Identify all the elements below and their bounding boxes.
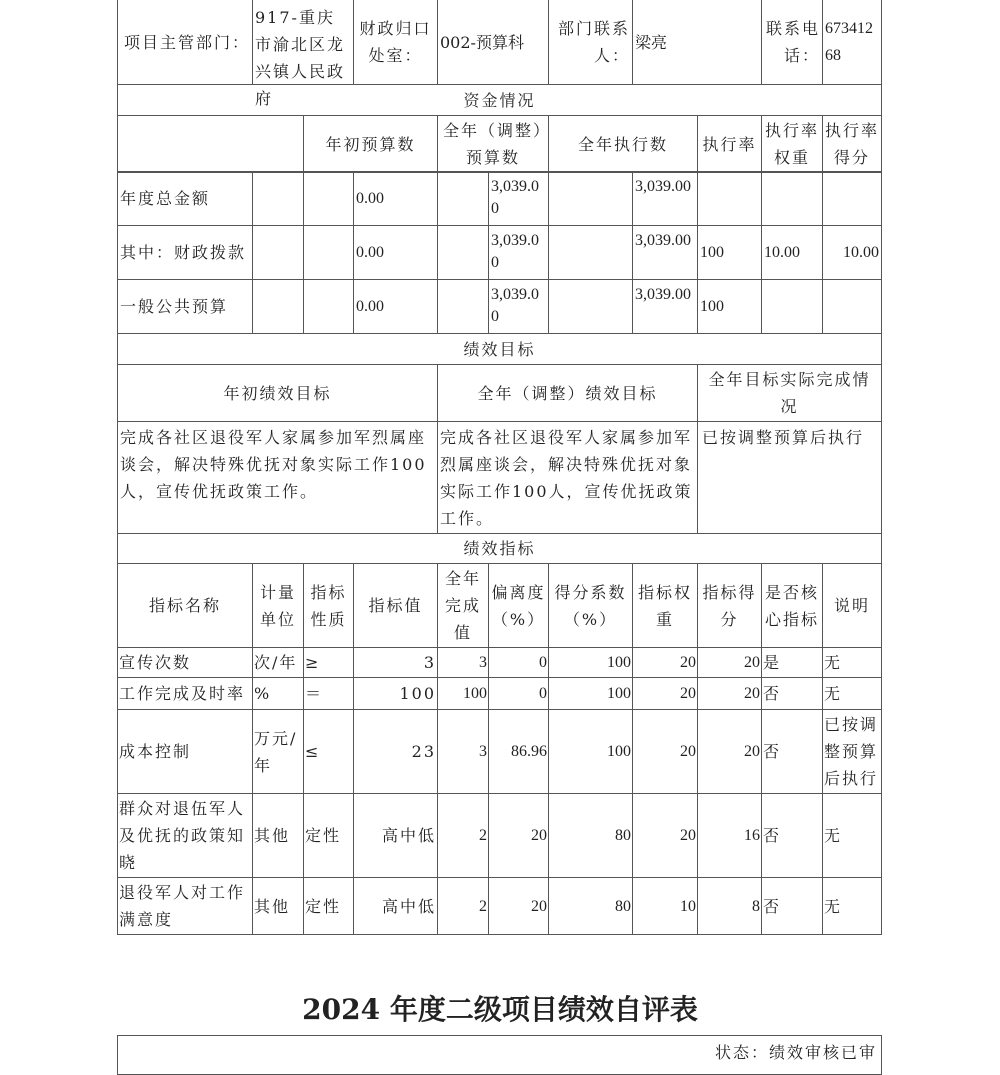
indicator-note (822, 709, 882, 794)
indicator-score (697, 877, 762, 935)
fund-adjusted-text: 3,039.00 (491, 232, 539, 271)
fund-adjusted (488, 279, 549, 334)
fund-initial (353, 171, 438, 226)
indicator-weight-text: 20 (680, 743, 696, 760)
ind-col-actual (437, 563, 489, 648)
indicator-nature-text: ≤ (305, 742, 321, 761)
fund-blank-b (303, 279, 354, 334)
fund-adjusted (488, 225, 549, 280)
fund-name-text: 年度总金额 (120, 189, 211, 208)
fund-initial-text: 0.00 (356, 298, 384, 315)
funds-col-executed-text: 全年执行数 (577, 134, 668, 154)
indicator-coef (548, 677, 633, 710)
indicator-deviation-text: 86.96 (511, 743, 547, 760)
funds-header-blank (117, 115, 304, 173)
indicator-coef (548, 647, 633, 678)
indicator-core (761, 877, 823, 935)
fund-blank-b (303, 171, 354, 226)
indicator-actual (437, 709, 489, 794)
indicator-actual (437, 877, 489, 935)
indicator-deviation-text: 0 (539, 685, 547, 702)
goals-actual-text (697, 421, 882, 534)
ind-col-nature-text: 指标性质 (310, 582, 347, 629)
indicator-unit-text: 其他 (254, 896, 291, 916)
indicator-target (353, 877, 438, 935)
indicator-deviation (488, 877, 549, 935)
fund-weight (761, 171, 823, 226)
ind-col-deviation-text: 偏离度（%） (491, 582, 546, 629)
fund-rate (697, 279, 762, 334)
goals-col-actual (697, 364, 882, 422)
fund-rate (697, 171, 762, 226)
status-box (117, 1035, 882, 1075)
next-page-title-text: 2024 年度二级项目绩效自评表 (302, 993, 698, 1026)
indicator-coef (548, 877, 633, 935)
ind-col-score (697, 563, 762, 648)
indicator-score (697, 793, 762, 878)
indicator-note (822, 677, 882, 710)
indicator-coef (548, 709, 633, 794)
indicator-name-text: 工作完成及时率 (119, 684, 246, 703)
goals-adjusted-text-value: 完成各社区退役军人家属参加军烈属座谈会，解决特殊优抚对象实际工作100人，宣传优抚政策工作。 (440, 428, 693, 528)
indicator-deviation (488, 677, 549, 710)
indicator-actual-text: 100 (463, 685, 487, 702)
indicator-note-text: 无 (824, 684, 843, 703)
fund-blank-a (252, 225, 304, 280)
fund-initial (353, 279, 438, 334)
ind-col-name-text: 指标名称 (148, 596, 221, 615)
indicator-actual-text: 2 (479, 827, 487, 844)
funds-col-initial-text: 年初预算数 (325, 134, 416, 154)
indicators-section-title (117, 533, 882, 564)
goals-section-title (117, 333, 882, 365)
phone-value (822, 0, 882, 85)
fund-score (822, 171, 882, 226)
ind-col-weight (632, 563, 698, 648)
indicator-name (117, 647, 253, 678)
indicator-nature-text: 定性 (305, 896, 342, 916)
indicator-note-text: 无 (824, 896, 843, 916)
fund-initial-text: 0.00 (356, 190, 384, 207)
ind-col-unit-text: 计量单位 (259, 582, 296, 629)
indicator-nature-text: 定性 (305, 826, 342, 845)
goals-section-title-text: 绩效目标 (463, 339, 536, 359)
dept-label-text: 项目主管部门： (123, 32, 250, 52)
indicator-unit (252, 877, 304, 935)
funds-section-title-text: 资金情况 (463, 90, 536, 110)
funds-col-score (822, 115, 882, 173)
ind-col-coef (548, 563, 633, 648)
indicator-name (117, 877, 253, 935)
finance-label (353, 0, 438, 85)
indicator-target-text: 100 (399, 684, 436, 703)
indicator-nature (303, 709, 354, 794)
indicator-weight (632, 647, 698, 678)
funds-col-score-text: 执行率得分 (825, 121, 880, 167)
ind-col-weight-text: 指标权重 (637, 582, 692, 629)
indicator-weight (632, 793, 698, 878)
finance-value (437, 0, 549, 85)
indicator-weight (632, 709, 698, 794)
fund-rate-text: 100 (700, 244, 724, 261)
status-text: 状态：绩效审核已审 (714, 1043, 877, 1062)
goals-col-initial-text: 年初绩效目标 (223, 383, 332, 403)
funds-col-executed (548, 115, 698, 173)
fund-blank-c (437, 279, 489, 334)
indicator-score (697, 709, 762, 794)
indicator-actual-text: 2 (479, 897, 487, 915)
indicator-deviation-text: 20 (531, 897, 547, 915)
fund-score-text: 10.00 (843, 244, 879, 261)
fund-executed (632, 171, 698, 226)
indicator-name-text: 宣传次数 (119, 653, 192, 672)
fund-adjusted-text: 3,039.00 (491, 286, 539, 325)
ind-col-coef-text: 得分系数（%） (554, 582, 627, 629)
indicator-target (353, 677, 438, 710)
fund-weight (761, 279, 823, 334)
indicator-target (353, 647, 438, 678)
fund-blank-d (548, 279, 633, 334)
indicator-deviation (488, 793, 549, 878)
ind-col-core-text: 是否核心指标 (764, 582, 819, 629)
indicator-target-text: 高中低 (381, 826, 436, 845)
indicator-unit-text: % (254, 684, 272, 703)
fund-name (117, 225, 253, 280)
indicator-note (822, 877, 882, 935)
indicator-score-text: 20 (744, 654, 760, 671)
funds-col-rate (697, 115, 762, 173)
funds-col-initial (303, 115, 438, 173)
indicator-weight (632, 877, 698, 935)
indicators-section-title-text: 绩效指标 (463, 539, 536, 558)
contact-value-text: 梁亮 (635, 32, 668, 52)
indicator-weight-text: 20 (680, 685, 696, 702)
fund-executed-text: 3,039.00 (635, 232, 691, 249)
contact-value (632, 0, 762, 85)
fund-executed (632, 225, 698, 280)
dept-value (252, 0, 354, 108)
fund-blank-c (437, 225, 489, 280)
indicator-target-text: 高中低 (381, 896, 436, 916)
indicator-name (117, 677, 253, 710)
indicator-deviation-text: 20 (531, 827, 547, 844)
fund-blank-d (548, 225, 633, 280)
fund-name-text: 一般公共预算 (120, 297, 229, 316)
fund-initial (353, 225, 438, 280)
indicator-deviation (488, 709, 549, 794)
ind-col-deviation (488, 563, 549, 648)
indicator-target (353, 793, 438, 878)
indicator-name-text: 群众对退伍军人及优抚的政策知晓 (119, 799, 246, 872)
indicator-note-text: 已按调整预算后执行 (824, 715, 879, 788)
indicator-coef-text: 100 (607, 685, 631, 702)
indicator-score-text: 20 (744, 743, 760, 760)
goals-col-actual-text: 全年目标实际完成情况 (708, 370, 871, 416)
indicator-weight-text: 20 (680, 827, 696, 844)
indicator-name (117, 793, 253, 878)
indicator-core-text: 否 (763, 742, 782, 761)
indicator-coef-text: 80 (615, 827, 631, 844)
indicator-name-text: 成本控制 (119, 742, 192, 761)
indicator-core-text: 否 (763, 684, 782, 703)
indicator-actual (437, 793, 489, 878)
indicator-actual-text: 3 (479, 743, 487, 760)
fund-blank-d (548, 171, 633, 226)
fund-initial-text: 0.00 (356, 244, 384, 261)
indicator-unit (252, 709, 304, 794)
indicator-deviation (488, 647, 549, 678)
fund-blank-a (252, 171, 304, 226)
indicator-coef (548, 793, 633, 878)
dept-label (117, 0, 253, 85)
indicator-core-text: 否 (763, 896, 782, 916)
ind-col-name (117, 563, 253, 648)
indicator-note (822, 647, 882, 678)
funds-col-adjusted-text: 全年（调整）预算数 (442, 121, 543, 167)
finance-label-text: 财政归口处室： (359, 19, 432, 65)
indicator-score (697, 647, 762, 678)
fund-blank-b (303, 225, 354, 280)
fund-executed (632, 279, 698, 334)
indicator-coef-text: 80 (615, 897, 631, 915)
contact-label (548, 0, 633, 85)
fund-score (822, 225, 882, 280)
indicator-actual (437, 677, 489, 710)
indicator-target-text: 23 (411, 742, 436, 761)
fund-blank-a (252, 279, 304, 334)
funds-col-adjusted (437, 115, 549, 173)
indicator-unit-text: 万元/年 (254, 728, 298, 775)
ind-col-score-text: 指标得分 (702, 582, 757, 629)
fund-weight (761, 225, 823, 280)
indicator-core (761, 647, 823, 678)
indicator-note-text: 无 (824, 826, 843, 845)
funds-col-rate-text: 执行率 (702, 134, 757, 154)
fund-executed-text: 3,039.00 (635, 178, 691, 195)
indicator-name-text: 退役军人对工作满意度 (119, 883, 246, 929)
indicator-coef-text: 100 (607, 743, 631, 760)
indicator-actual-text: 3 (479, 654, 487, 671)
indicator-core-text: 否 (763, 826, 782, 845)
indicator-nature (303, 877, 354, 935)
indicator-name (117, 709, 253, 794)
goals-col-initial (117, 364, 438, 422)
indicator-core (761, 793, 823, 878)
indicator-nature (303, 793, 354, 878)
indicator-weight-text: 20 (680, 654, 696, 671)
contact-label-text: 部门联系人： (557, 19, 630, 65)
indicator-score-text: 16 (744, 827, 760, 844)
indicator-core-text: 是 (763, 653, 782, 672)
indicator-core (761, 677, 823, 710)
indicator-note (822, 793, 882, 878)
ind-col-target-text: 指标值 (368, 596, 423, 615)
indicator-actual (437, 647, 489, 678)
fund-rate (697, 225, 762, 280)
fund-name-text: 其中：财政拨款 (120, 243, 247, 262)
goals-actual-text-value: 已按调整预算后执行 (702, 428, 865, 447)
ind-col-actual-text: 全年完成值 (444, 569, 481, 642)
funds-section-title (117, 84, 882, 116)
fund-rate-text: 100 (700, 298, 724, 315)
dept-value-text: 917-重庆市渝北区龙兴镇人民政府 (255, 8, 346, 108)
finance-value-text: 002-预算科 (440, 32, 524, 52)
funds-col-weight (761, 115, 823, 173)
ind-col-target (353, 563, 438, 648)
fund-adjusted-text: 3,039.00 (491, 178, 539, 217)
ind-col-note (822, 563, 882, 648)
indicator-target (353, 709, 438, 794)
fund-blank-c (437, 171, 489, 226)
goals-col-adjusted-text: 全年（调整）绩效目标 (477, 383, 658, 403)
indicator-weight-text: 10 (680, 897, 696, 915)
indicator-score-text: 20 (744, 685, 760, 702)
fund-name (117, 279, 253, 334)
ind-col-nature (303, 563, 354, 648)
indicator-unit-text: 次/年 (254, 653, 298, 672)
fund-score (822, 279, 882, 334)
indicator-coef-text: 100 (607, 654, 631, 671)
indicator-score (697, 677, 762, 710)
phone-label-text: 联系电话： (765, 19, 820, 65)
indicator-score-text: 8 (752, 897, 760, 915)
indicator-target-text: 3 (423, 653, 436, 672)
ind-col-unit (252, 563, 304, 648)
indicator-note-text: 无 (824, 653, 843, 672)
fund-executed-text: 3,039.00 (635, 286, 691, 303)
fund-adjusted (488, 171, 549, 226)
indicator-core (761, 709, 823, 794)
indicator-nature-text: ≥ (305, 653, 321, 672)
fund-name (117, 171, 253, 226)
indicator-nature (303, 677, 354, 710)
indicator-unit-text: 其他 (254, 826, 291, 845)
indicator-deviation-text: 0 (539, 654, 547, 671)
next-page-title (0, 988, 1000, 1028)
indicator-unit (252, 793, 304, 878)
indicator-unit (252, 677, 304, 710)
funds-col-weight-text: 执行率权重 (764, 121, 819, 167)
indicator-weight (632, 677, 698, 710)
ind-col-note-text: 说明 (833, 596, 870, 615)
indicator-unit (252, 647, 304, 678)
goals-initial-text-value: 完成各社区退役军人家属参加军烈属座谈会，解决特殊优抚对象实际工作100人，宣传优抚政策工作。 (120, 428, 427, 501)
indicator-nature-text: ＝ (305, 684, 324, 703)
goals-adjusted-text (437, 421, 698, 534)
indicator-nature (303, 647, 354, 678)
phone-label (761, 0, 823, 85)
ind-col-core (761, 563, 823, 648)
goals-col-adjusted (437, 364, 698, 422)
fund-weight-text: 10.00 (764, 244, 800, 261)
goals-initial-text (117, 421, 438, 534)
phone-value-text: 67341268 (825, 20, 873, 64)
